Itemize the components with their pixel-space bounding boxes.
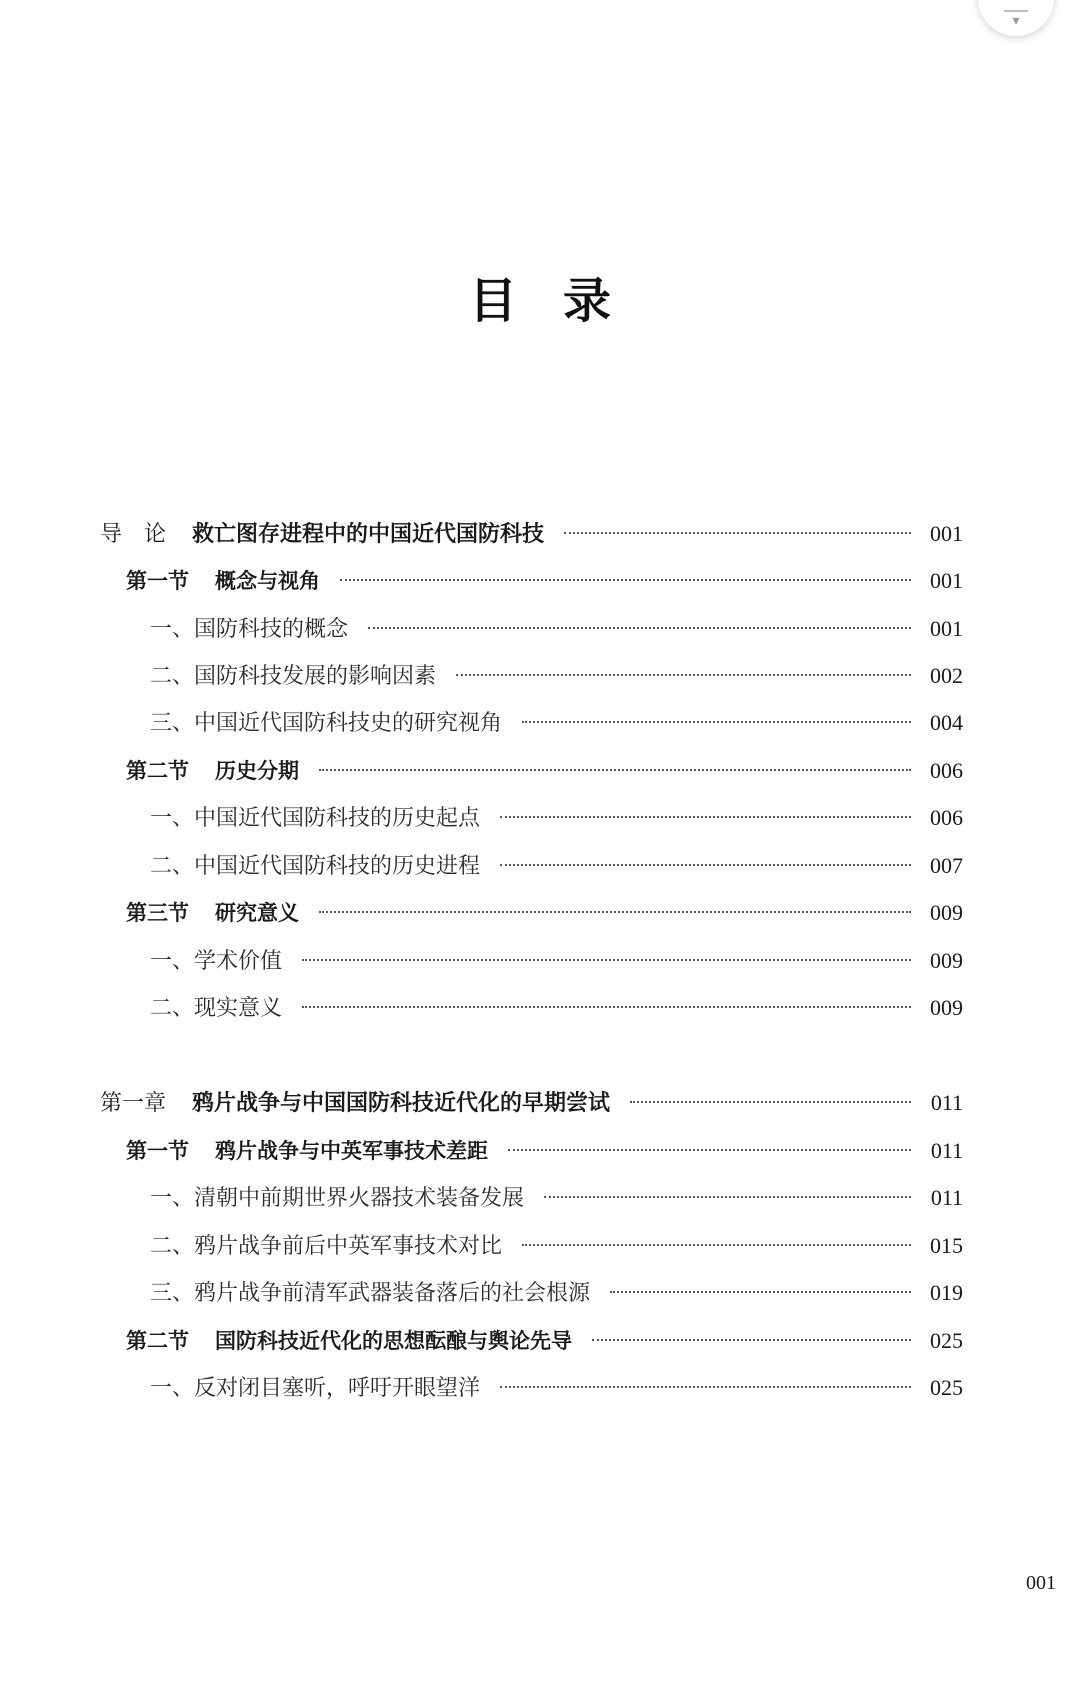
toc-entry-label [150, 989, 282, 1029]
toc-entry-title: 鸦片战争与中国国防科技近代化的早期尝试 [192, 1091, 611, 1116]
page-title: 目录 [468, 273, 657, 329]
toc-entry-title: 中国近代国防科技史的研究视角 [194, 711, 503, 736]
toc-item-row[interactable] [150, 1226, 963, 1266]
toc-entry-title: 历史分期 [215, 759, 299, 783]
dot-leader [500, 1386, 911, 1388]
toc-entry-title: 反对闭目塞听，呼吁开眼望洋 [194, 1376, 481, 1401]
toc-section-row[interactable] [126, 893, 963, 933]
toc-page-number: 009 [930, 900, 963, 925]
toc-entry-label [100, 1084, 610, 1124]
toc-entry-number: 第三节 [126, 901, 189, 925]
dot-leader [456, 674, 911, 676]
toc-entry-label [126, 561, 320, 601]
toc-item-row[interactable] [150, 846, 963, 886]
toc-item-row[interactable] [150, 1368, 963, 1408]
toc-entry-label [126, 751, 299, 791]
toc-page-number: 006 [930, 805, 963, 830]
toc-page-number: 025 [930, 1328, 963, 1353]
toc-page-number: 015 [930, 1233, 963, 1258]
toc-page-number: 009 [930, 995, 963, 1020]
scroll-bar-line [1004, 10, 1028, 12]
dot-leader [630, 1101, 911, 1103]
toc-chapter-row[interactable] [100, 514, 963, 554]
toc-item-row[interactable] [150, 1273, 963, 1313]
toc-entry-title: 中国近代国防科技的历史起点 [194, 806, 481, 831]
dot-leader [319, 911, 911, 913]
toc-chapter-row[interactable] [100, 1083, 963, 1123]
dot-leader [500, 864, 911, 866]
toc-entry-label [150, 799, 480, 839]
toc-entry-number: 三、 [150, 711, 195, 736]
toc-item-row[interactable] [150, 703, 963, 743]
toc-entry-title: 学术价值 [194, 949, 283, 974]
toc-page-number: 006 [930, 758, 963, 783]
toc-page-number: 011 [930, 1138, 963, 1163]
toc-entry-title: 国防科技的概念 [194, 617, 349, 642]
toc-section-row[interactable] [126, 561, 963, 601]
toc-entry-number: 第二节 [126, 759, 189, 783]
scroll-down-button[interactable] [978, 0, 1054, 36]
dot-leader [368, 627, 911, 629]
toc-entry-title: 现实意义 [194, 996, 283, 1021]
toc-entry-title: 国防科技近代化的思想酝酿与舆论先导 [215, 1329, 572, 1353]
toc-entry-label [100, 515, 544, 555]
toc-entry-label [150, 1227, 502, 1267]
toc-item-row[interactable] [150, 941, 963, 981]
toc-entry-label [150, 1179, 524, 1219]
toc-entry-title: 国防科技发展的影响因素 [194, 664, 437, 689]
toc-item-row[interactable] [150, 988, 963, 1028]
dot-leader [544, 1196, 911, 1198]
toc-page-number: 009 [930, 948, 963, 973]
toc-entry-label [126, 1321, 572, 1361]
toc-entry-title: 鸦片战争前清军武器装备落后的社会根源 [194, 1281, 591, 1306]
dot-leader [508, 1149, 911, 1151]
toc-page-number: 025 [930, 1375, 963, 1400]
toc-page-number: 001 [930, 521, 963, 546]
toc-entry-number: 一、 [150, 806, 195, 831]
toc-entry-number: 二、 [150, 996, 195, 1021]
toc-page-number: 011 [930, 1185, 963, 1210]
page-number: 001 [1026, 1572, 1056, 1594]
toc-page-number: 007 [930, 853, 963, 878]
toc-entry-title: 中国近代国防科技的历史进程 [194, 854, 481, 879]
toc-page-number: 004 [930, 710, 963, 735]
toc-entry-number: 第一节 [126, 1139, 189, 1163]
toc-entry-label [126, 1131, 488, 1171]
toc-entry-label [126, 893, 299, 933]
toc-entry-number: 二、 [150, 1234, 195, 1259]
toc-entry-label [150, 942, 282, 982]
toc-entry-number: 第二节 [126, 1329, 189, 1353]
dot-leader [522, 721, 911, 723]
toc-entry-label [150, 847, 480, 887]
toc-entry-title: 救亡图存进程中的中国近代国防科技 [192, 522, 545, 547]
toc-item-row[interactable] [150, 609, 963, 649]
toc-entry-label [150, 704, 502, 744]
toc-entry-title: 鸦片战争与中英军事技术差距 [215, 1139, 488, 1163]
dot-leader [319, 769, 911, 771]
toc-section-row[interactable] [126, 1321, 963, 1361]
toc-section-row[interactable] [126, 1131, 963, 1171]
toc-entry-title: 研究意义 [215, 901, 299, 925]
toc-entry-number: 一、 [150, 949, 195, 974]
toc-entry-number: 二、 [150, 854, 195, 879]
toc-entry-title: 鸦片战争前后中英军事技术对比 [194, 1234, 503, 1259]
dot-leader [302, 959, 911, 961]
toc-page-number: 001 [930, 616, 963, 641]
toc-page-number: 001 [930, 568, 963, 593]
dot-leader [592, 1339, 911, 1341]
toc-entry-number: 第一节 [126, 569, 189, 593]
toc-entry-title: 概念与视角 [215, 569, 320, 593]
toc-entry-number: 第一章 [100, 1091, 167, 1116]
toc-item-row[interactable] [150, 656, 963, 696]
toc-entry-number: 一、 [150, 617, 195, 642]
toc-entry-label [150, 657, 436, 697]
dot-leader [564, 532, 911, 534]
toc-entry-label [150, 1369, 480, 1409]
toc-page-number: 002 [930, 663, 963, 688]
toc-entry-number: 一、 [150, 1186, 195, 1211]
dot-leader [302, 1006, 911, 1008]
toc-entry-label [150, 610, 348, 650]
toc-section-row[interactable] [126, 751, 963, 791]
toc-page-number: 019 [930, 1280, 963, 1305]
chevron-down-icon: ▾ [1012, 13, 1020, 29]
toc-entry-number: 导 论 [100, 522, 167, 547]
toc-page-number: 011 [930, 1090, 963, 1115]
toc-item-row[interactable] [150, 1178, 963, 1218]
toc-entry-label [150, 1274, 590, 1314]
dot-leader [522, 1244, 911, 1246]
toc-entry-number: 二、 [150, 664, 195, 689]
toc-item-row[interactable] [150, 798, 963, 838]
toc-entry-title: 清朝中前期世界火器技术装备发展 [194, 1186, 525, 1211]
dot-leader [610, 1291, 911, 1293]
dot-leader [500, 816, 911, 818]
dot-leader [340, 579, 911, 581]
toc-entry-number: 三、 [150, 1281, 195, 1306]
toc-entry-number: 一、 [150, 1376, 195, 1401]
